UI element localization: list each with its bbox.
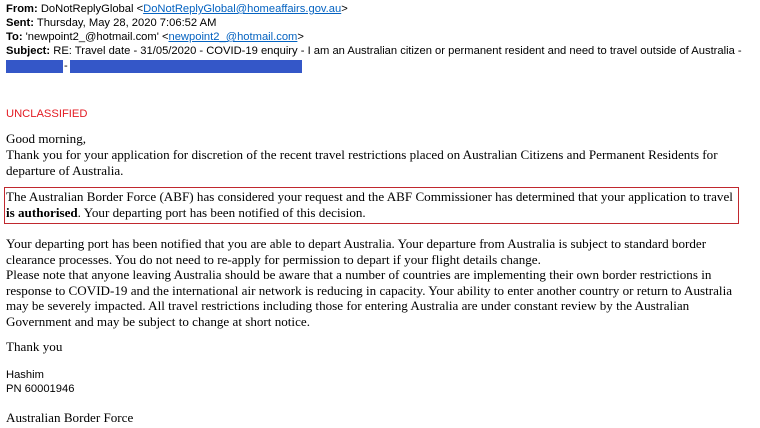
classification-label: UNCLASSIFIED	[6, 108, 88, 120]
signature-pn: PN 60001946	[6, 383, 75, 395]
redaction-block-2	[70, 60, 302, 73]
to-email-link[interactable]: newpoint2_@hotmail.com	[168, 31, 298, 43]
intro-paragraph: Thank you for your application for discretion of the recent travel restrictions placed on Australian Citizens and Permanent Residents for departure of Australia.	[6, 147, 718, 178]
to-label: To:	[6, 31, 23, 43]
redaction-block-1	[6, 60, 63, 73]
from-close: >	[341, 3, 348, 15]
restrictions-paragraph: Please note that anyone leaving Australia should be aware that a number of countries are implementing their own border restrictions in response to COVID-19 and the international air network is reducing in capacity. Your ability to enter another country or return to Australia may be severely impacted. All travel restrictions including those for entering Australia are under constant review by the Australian Government and may be subject to change at short notice.	[6, 267, 733, 330]
decision-text-2: . Your departing port has been notified of this decision.	[77, 205, 366, 220]
to-close: >	[297, 31, 304, 43]
departure-paragraph: Your departing port has been notified that you are able to depart Australia. Your departure from Australia is subject to standard border clearance processes. You do not need to re-apply for permission to depart if your flight details change.	[6, 236, 707, 267]
sent-value: Thursday, May 28, 2020 7:06:52 AM	[36, 17, 217, 29]
subject-label: Subject:	[6, 45, 51, 57]
subject-line2-sep: -	[64, 60, 68, 72]
subject-value: RE: Travel date - 31/05/2020 - COVID-19 enquiry - I am an Australian citizen or permanent resident and need to travel outside of Australia -	[53, 45, 742, 57]
from-name: DoNotReplyGlobal <	[40, 3, 144, 15]
decision-text-1: The Australian Border Force (ABF) has considered your request and the ABF Commissioner has determined that your application to travel	[6, 189, 733, 204]
sent-label: Sent:	[6, 17, 34, 29]
to-name: 'newpoint2_@hotmail.com' <	[25, 31, 169, 43]
subject-line	[6, 44, 742, 58]
organisation-name: Australian Border Force	[6, 410, 134, 425]
sent-line	[6, 16, 216, 30]
to-line	[6, 30, 304, 44]
from-email-link[interactable]: DoNotReplyGlobal@homeaffairs.gov.au	[143, 3, 342, 15]
from-label: From:	[6, 3, 38, 15]
decision-paragraph	[6, 189, 738, 221]
greeting: Good morning,	[6, 131, 87, 146]
signature-name: Hashim	[6, 369, 44, 381]
decision-authorised: is authorised	[6, 205, 78, 220]
from-line	[6, 2, 348, 16]
thanks: Thank you	[6, 339, 63, 354]
